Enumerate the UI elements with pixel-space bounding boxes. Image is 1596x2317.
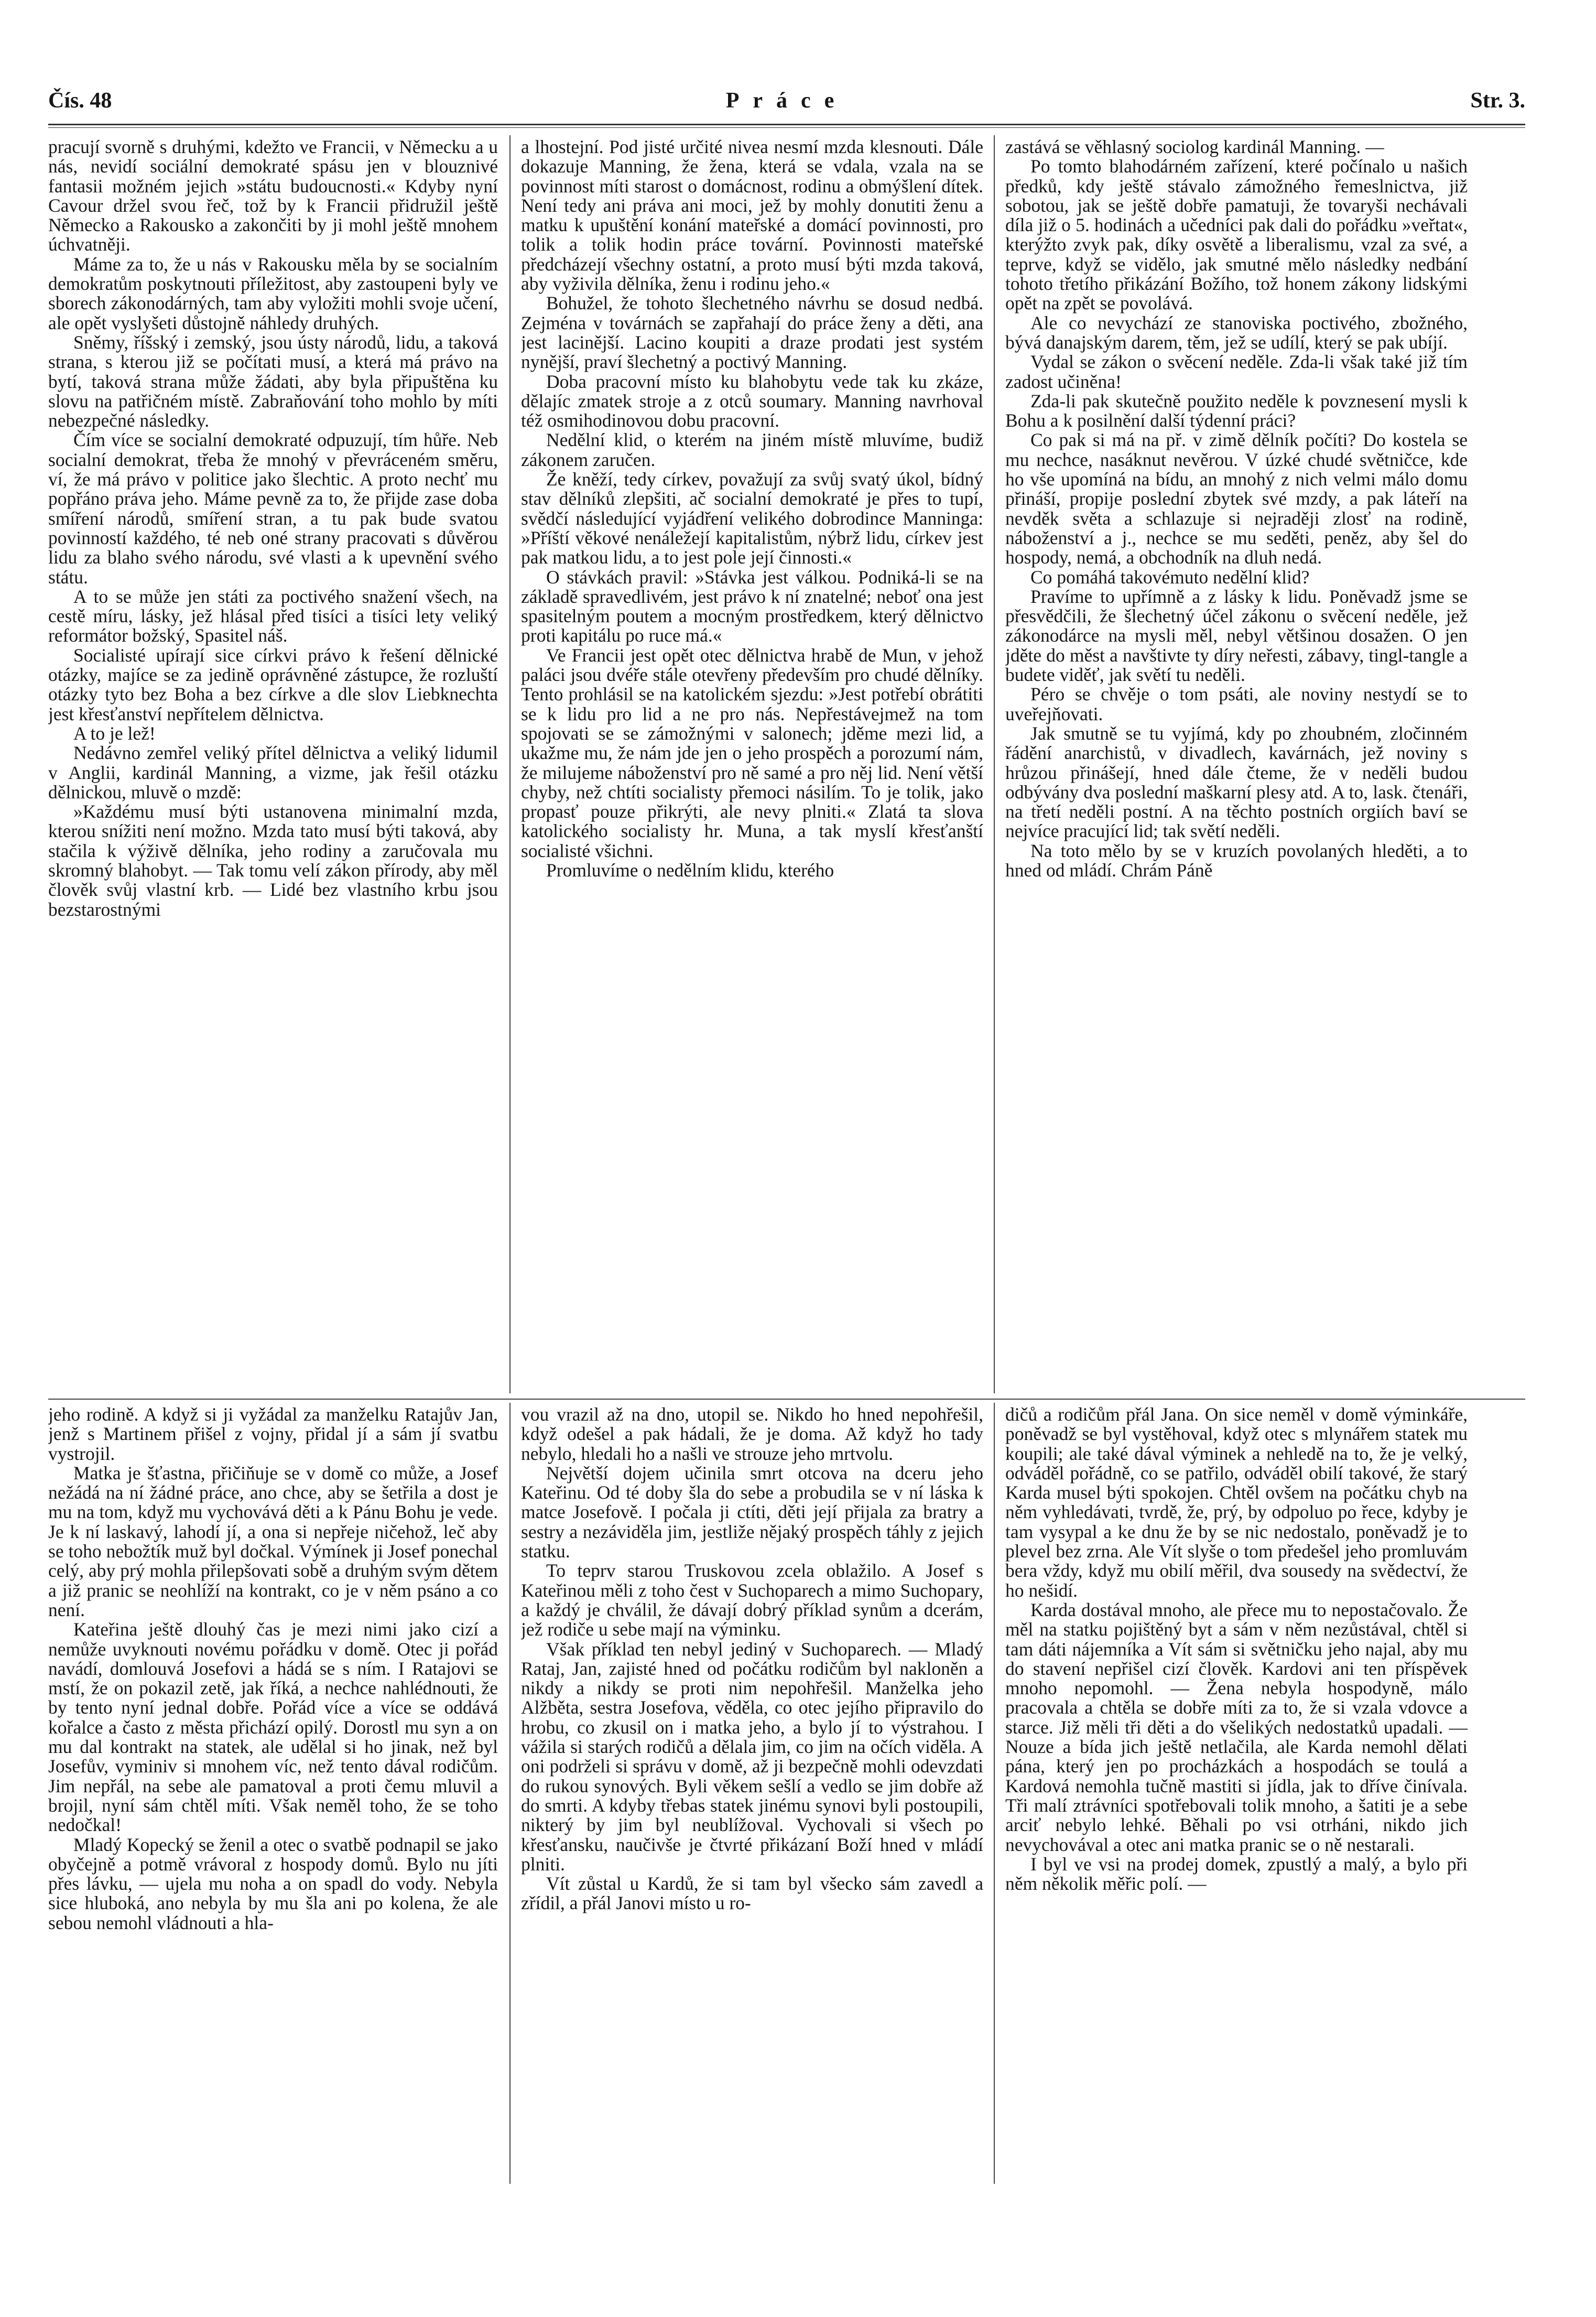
paragraph: Socialisté upírají sice církvi právo k řešení dělnické otázky, majíce se za jedině oprávněné zástupce, že rozluští otázky tyto bez Boha a bez církve a dle slov Liebknechta jest křesťanství nepřítelem dělnictva. bbox=[48, 644, 498, 724]
header-rule-thin bbox=[48, 127, 1525, 128]
paragraph: I byl ve vsi na prodej domek, zpustlý a malý, a bylo při něm několik měřic polí. — bbox=[1005, 1853, 1468, 1894]
paragraph: a lhostejní. Pod jisté určité nivea nesmí mzda klesnouti. Dále dokazuje Manning, že žena, která se vdala, vzala na se povinnost míti starost o domácnost, rodinu a obmýšlení dítek. Není tedy ani práva ani moci, jež by mohly donutiti ženu a matku k upuštění konání mateřské a domácí povinnosti, pro tolik a tolik hodin práce tovární. Povinnosti mateřské předcházejí všechny ostatní, a proto musí býti mzda taková, aby vyživila dělníka, ženu i rodinu jeho.« bbox=[521, 137, 983, 295]
paragraph: Doba pracovní místo ku blahobytu vede tak ku zkáze, dělajíc zmatek stroje a z otců soumary. Manning navrhoval též osmihodinovou dobu pracovní. bbox=[521, 371, 983, 431]
paragraph: Matka je šťastna, přičiňuje se v domě co může, a Josef nežádá na ní žádné práce, ano chce, aby se šetřila a dost je mu na tom, když mu vychovává děti a k Pánu Bohu je vede. Je k ní laskavý, lahodí jí, a ona si nepřeje ničehož, leč aby se toho nebožtík muž byl dočkal. Výmínek ji Josef ponechal celý, aby prý mohla přilepšovati sobě a druhým svým dětem a již pranic se neohlíží na kontrakt, co je v něm psáno a co není. bbox=[48, 1462, 498, 1620]
story-column-bottom-3 bbox=[1005, 1405, 1468, 2186]
paragraph: Mladý Kopecký se ženil a otec o svatbě podnapil se jako obyčejně a potmě vrávoral z hospody domů. Bylo nu jíti přes lávku, — ujela mu noha a on spadl do vody. Nebyla sice hluboká, ano nebyla by mu šla ani po kolena, že ale sebou nemohl vládnouti a hla- bbox=[48, 1834, 498, 1933]
paragraph: Karda dostával mnoho, ale přece mu to nepostačovalo. Že měl na statku pojištěný byt a sám v něm nezůstával, chtěl si tam dáti nájemníka a Vít sám si světničku jeho najal, aby mu do stavení nepřišel cizí člověk. Kardovi ani ten příspěvek mnoho nepomohl. — Žena nebyla hospodyně, málo pracovala a chtěla se dobře míti za to, že si vzala vdovce a starce. Již měli tři děti a do všelikých nedostatků upadali. — Nouze a bída jich ještě netlačila, ale Karda nemohl dělati pána, který jen po procházkách a hospodách se toulá a Kardová nemohla tučně mastiti si jídla, jak to dříve činívala. Tři malí ztrávníci spotřebovali tolik mnoho, a šatiti je a sebe arciť nebylo lehké. Běhali po vsi otrháni, nikdo jich nevychovával a otec ani matka pranic se o ně nestarali. bbox=[1005, 1599, 1468, 1855]
paragraph: Co pak si má na př. v zimě dělník počíti? Do kostela se mu nechce, nasáknut nevěrou. V úzké chudé světničce, kde ho vše upomíná na bídu, an mnohý z nich velmi málo domu přináší, propije poslední zbytek své mzdy, a pak láteří na nevděk světa a schlazuje si nejraději zlosť na rodině, náboženství a j., nechce se mu seděti, peněz, aby šel do hospody, nemá, a obchodník na dluh nedá. bbox=[1005, 429, 1468, 568]
header-rule bbox=[48, 124, 1525, 125]
paragraph: Sněmy, říšský i zemský, jsou ústy národů, lidu, a taková strana, s kterou již se počítati musí, a která má právo na bytí, taková strana může žádati, aby byla připuštěna ku slovu na patřičném místě. Zabraňování toho mohlo by míti nebezpečné následky. bbox=[48, 331, 498, 431]
article-column-top-3 bbox=[1005, 137, 1468, 1394]
paragraph: Nedávno zemřel veliký přítel dělnictva a veliký lidumil v Anglii, kardinál Manning, a vizme, jak řešil otázku dělnickou, mluvě o mzdě: bbox=[48, 742, 498, 803]
story-column-bottom-2 bbox=[521, 1405, 983, 2186]
paragraph: Čím více se socialní demokraté odpuzují, tím hůře. Neb socialní demokrat, třeba že mnohý v převráceném směru, ví, že má právo v politice jako šlechtic. A proto nechť mu popřáno práva jeho. Máme pevně za to, že přijde zase doba smíření národů, smíření stran, a tu pak bude svatou povinností každého, té neb oné strany pracovati s důvěrou lidu za blaho svého národu, své vlasti a k upevnění svého státu. bbox=[48, 429, 498, 588]
paragraph: Nedělní klid, o kterém na jiném místě mluvíme, budiž zákonem zaručen. bbox=[521, 429, 983, 470]
paragraph: Ale co nevychází ze stanoviska poctivého, zbožného, bývá danajským darem, těm, jež se udílí, který se pak ubíjí. bbox=[1005, 312, 1468, 353]
paragraph: »Každému musí býti ustanovena minimalní mzda, kterou snížiti není možno. Mzda tato musí býti taková, aby stačila k výživě dělníka, jeho rodiny a zaručovala mu skromný blahobyt. — Tak tomu velí zákon přírody, aby měl člověk svůj vlastní krb. — Lidé bez vlastního krbu jsou bezstarostnými bbox=[48, 801, 498, 920]
paragraph: Co pomáhá takovémuto nedělní klid? bbox=[1030, 566, 1310, 588]
paragraph: pracují svorně s druhými, kdežto ve Francii, v Německu a u nás, nevidí sociální demokraté spásu jen v blouznivé fantasii možném jejich »státu budoucnosti.« Kdyby nyní Cavour držel svou řeč, tož by k Francii přidružil ještě Německo a Rakousko a zakončiti by ji mohl ještě mnohem úchvatněji. bbox=[48, 137, 498, 255]
paragraph: Však příklad ten nebyl jediný v Suchoparech. — Mladý Rataj, Jan, zajisté hned od počátku rodičům byl nakloněn a nikdy a nikdy se proti nim nepohřešil. Manželka jeho Alžběta, sestra Josefova, věděla, co otec jejího připravilo do hrobu, co zkusil on i matka jeho, a bylo jí to výstrahou. I vážila si starých rodičů a dělala jim, co jim na očích viděla. A oni podrželi si správu v domě, až ji bezpečně mohli odevzdati do rukou synových. Byli věkem sešlí a vedlo se jim dobře až do smrti. A kdyby třebas statek jinému synovi byli postoupili, nikterý by jim byl neublížoval. Vychovali si všech po křesťansku, naučivše je čtvrté přikázaní Boží hned v mládí plniti. bbox=[521, 1638, 983, 1875]
column-divider bbox=[994, 135, 995, 1393]
page-number: Str. 3. bbox=[1470, 89, 1525, 113]
article-column-top-2 bbox=[521, 137, 983, 1394]
paragraph: Pravíme to upřímně a z lásky k lidu. Poněvadž jsme se přesvědčili, že šlechetný účel zákonu o svěcení neděle, jež zákonodárce na mysli měl, nebyl většinou dosažen. O jen jděte do měst a navštivte ty díry neřesti, zábavy, tingl-tangle a budete viděť, jak světí tu neděli. bbox=[1005, 586, 1468, 686]
paragraph: dičů a rodičům přál Jana. On sice neměl v domě výminkáře, poněvadž se byl vystěhoval, když otec s mlynářem statek mu koupili; ale také dával výminek a nehledě na to, že je velký, odváděl pořádně, co se patřilo, odváděl obilí takové, že starý Karda musel býti spokojen. Chtěl ovšem na počátku chyb na něm vyhledávati, tvrdě, že, prý, by odpoluo po řece, kdyby je tam vysypal a ke dnu že by se nic nedostalo, poněvadž je to plevel bez zrna. Ale Vít slyše o tom předešel jeho promluvám bera vždy, když mu obilí měřil, dva sousedy na svědectví, že ho nešidí. bbox=[1005, 1405, 1468, 1601]
paragraph: Zda-li pak skutečně použito neděle k povznesení mysli k Bohu a k posilnění další týdenní práci? bbox=[1005, 390, 1468, 431]
page-header bbox=[48, 88, 1525, 121]
article-column-top-1 bbox=[48, 137, 498, 1394]
paragraph: Na toto mělo by se v kruzích povolaných hleděti, a to hned od mládí. Chrám Páně bbox=[1005, 840, 1468, 881]
paragraph: Po tomto blahodárném zařízení, které počínalo u našich předků, kdy ještě stávalo zámožného řemeslnictva, již sobotou, jak se ještě dobře pamatuji, že tovaryši nechávali díla již o 5. hodinách a učedníci pak dali do pořádku »veřtat«, kterýžto zvyk pak, díky osvětě a liberalismu, vzal za své, a teprve, když se vidělo, jak smutné mělo následky nedbání tohoto třetího přikázání Božího, tož honem zákony lidskými opět na zpět se povolává. bbox=[1005, 156, 1468, 314]
paragraph: Kateřina ještě dlouhý čas je mezi nimi jako cizí a nemůže uvyknouti novému pořádku v domě. Otec ji pořád navádí, domlouvá Josefovi a hádá se s ním. I Ratajovi se mstí, že on pokazil zetě, jak říká, a nechce nahlédnouti, že by tento nyní jednal dobře. Pořád více a více se oddává kořalce a často z města přichází opilý. Dorostl mu syn a on mu dal kontrakt na statek, ale udělal si ho jinak, než byl Josefův, vyminiv si mnohem víc, než tento dával rodičům. Jim nepřál, na sebe ale pamatoval a proti čemu mluvil a brojil, nyní sám chtěl míti. Však neměl toho, že se toho nedočkal! bbox=[48, 1619, 498, 1836]
paragraph: A to se může jen státi za poctivého snažení všech, na cestě míru, lásky, jež hlásal před tisíci a tisíci lety veliký reformátor božský, Spasitel náš. bbox=[48, 586, 498, 646]
paragraph: Vít zůstal u Kardů, že si tam byl všecko sám zavedl a zřídil, a přál Janovi místo u ro- bbox=[521, 1873, 983, 1914]
column-divider bbox=[509, 135, 511, 1393]
paragraph: Jak smutně se tu vyjímá, kdy po zhoubném, zločinném řádění anarchistů, v divadlech, kavárnách, jež noviny s hrůzou přinášejí, hned dále čteme, že v neděli budou odbývány dva poslední maškarní plesy atd. A to, lask. čtenáři, na třetí neděli postní. A na těchto postních orgiích baví se nejvíce pracující lid; tak světí neděli. bbox=[1005, 722, 1468, 842]
paragraph: vou vrazil až na dno, utopil se. Nikdo ho hned nepohřešil, když odešel a pak hádali, že je doma. Až když ho tady nebylo, hledali ho a našli ve strouze jeho mrtvolu. bbox=[521, 1405, 983, 1464]
paragraph: A to je lež! bbox=[73, 722, 156, 744]
paragraph: Že kněží, tedy církev, považují za svůj svatý úkol, bídný stav dělníků zlepšiti, ač socialní demokraté je přes to tupí, svědčí následující vyjádření velikého dobrodince Manninga: »Příští věkové nenáležejí kapitalistům, nýbrž lidu, církev jest pak matkou lidu, a to jest pole její činnosti.« bbox=[521, 469, 983, 568]
story-column-bottom-1 bbox=[48, 1405, 498, 2186]
paragraph: zastává se věhlasný sociolog kardinál Manning. — bbox=[1005, 137, 1384, 157]
paragraph: Péro se chvěje o tom psáti, ale noviny nestydí se to uveřejňovati. bbox=[1005, 684, 1468, 724]
paragraph: jeho rodině. A když si ji vyžádal za manželku Ratajův Jan, jenž s Martinem přišel z vojny, přidal jí a sám jí svatbu vystrojil. bbox=[48, 1405, 498, 1464]
issue-number: Čís. 48 bbox=[48, 89, 112, 113]
column-divider bbox=[994, 1403, 995, 2184]
paragraph: Vydal se zákon o svěcení neděle. Zda-li však také již tím zadost učiněna! bbox=[1005, 351, 1468, 392]
masthead-title: Práce bbox=[725, 89, 848, 113]
paragraph: Ve Francii jest opět otec dělnictva hrabě de Mun, v jehož paláci jsou dvéře stále otevřeny především pro chudé dělníky. Tento prohlásil se na katolickém sjezdu: »Jest potřebí obrátiti se k lidu pro lid a ne pro nás. Nepřestávejmež na tom spojovati se se zámožnými v salonech; jděme mezi lid, a ukažme mu, že nám jde jen o jeho prospěch a porozumí nám, že milujeme náboženství pro ně samé a pro něj lid. Není větší chyby, než chtíti socialisty přemoci násilím. To je tolik, jako propasť pouze přikrýti, ale nevy plniti.« Zlatá ta slova katolického socialisty hr. Muna, a tak myslí křesťanští socialisté všichni. bbox=[521, 644, 983, 861]
paragraph: To teprv starou Truskovou zcela oblažilo. A Josef s Kateřinou měli z toho čest v Suchoparech a mimo Suchopary, a každý je chválil, že dávají dobrý příklad synům a dcerám, jež rodiče u sebe mají na výminku. bbox=[521, 1560, 983, 1640]
paragraph: Promluvíme o nedělním klidu, kterého bbox=[546, 859, 834, 881]
paragraph: Bohužel, že tohoto šlechetného návrhu se dosud nedbá. Zejména v továrnách se zapřahají do práce ženy a děti, ana jest lacinější. Lacino koupiti a draze prodati jest systém nynější, praví šlechetný a poctivý Manning. bbox=[521, 293, 983, 373]
paragraph: Největší dojem učinila smrt otcova na dceru jeho Kateřinu. Od té doby šla do sebe a probudila se v ní láska k matce Josefově. I počala ji ctíti, děti její přijala za bratry a sestry a nezáviděla jim, jestliže nějaký prospěch táhly z jejich statku. bbox=[521, 1462, 983, 1562]
paragraph: Máme za to, že u nás v Rakousku měla by se socialním demokratům poskytnouti příležitost, aby zastoupeni byly ve sborech zákonodárných, tam aby vyložiti mohli svoje učení, ale opět vyslyšeti důstojně náhledy druhých. bbox=[48, 253, 498, 333]
paragraph: O stávkách pravil: »Stávka jest válkou. Podniká-li se na základě spravedlivém, jest právo k ní znatelné; neboť ona jest spasitelným poutem a mocným prostředkem, který dělnictvo proti kapitálu po ruce má.« bbox=[521, 566, 983, 646]
column-divider bbox=[509, 1403, 511, 2184]
section-divider bbox=[48, 1399, 1525, 1400]
